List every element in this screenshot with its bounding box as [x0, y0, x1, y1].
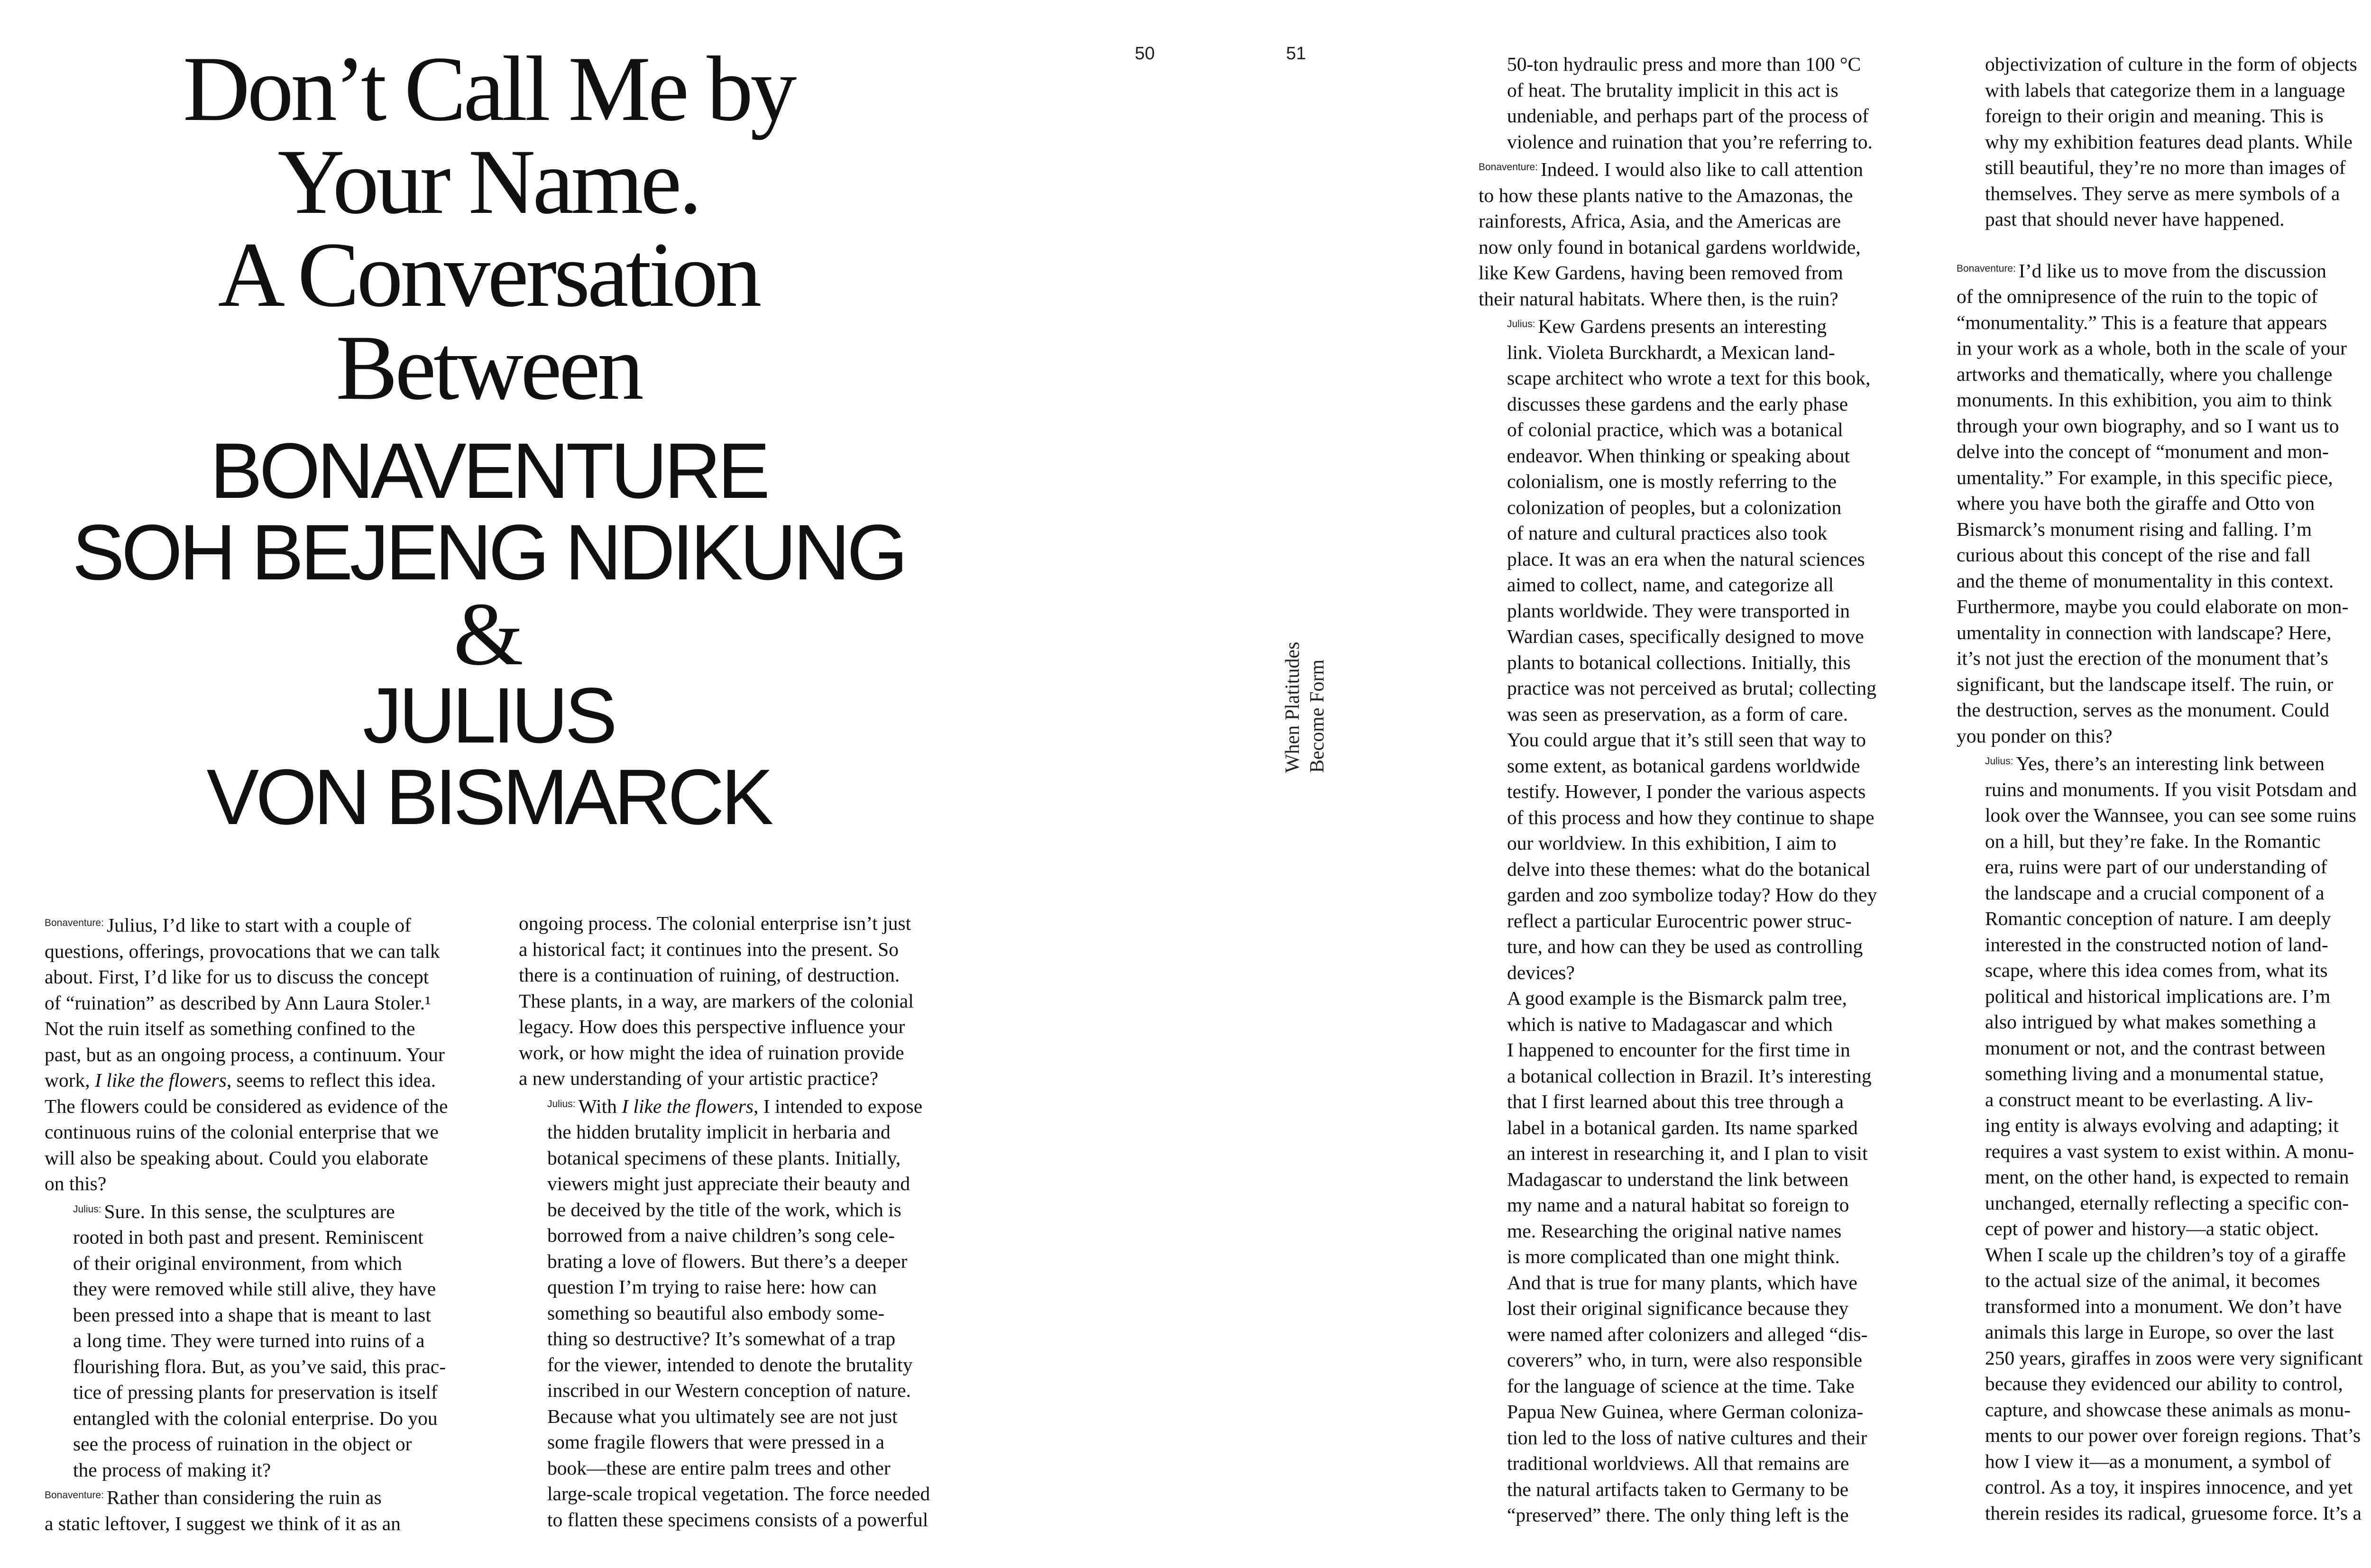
text-line: work, or how might the idea of ruination provide	[519, 1041, 904, 1064]
text-line: The flowers could be considered as evidence of the	[45, 1095, 448, 1117]
text-line: that I first learned about this tree through a	[1507, 1091, 1844, 1112]
text-line: practice was not perceived as brutal; collecting	[1507, 677, 1876, 699]
text-line: thing so destructive? It’s somewhat of a trap	[547, 1328, 896, 1349]
text-line: colonialism, one is mostly referring to the	[1507, 470, 1837, 492]
text-line: endeavor. When thinking or speaking about	[1507, 444, 1850, 467]
text-line: will also be speaking about. Could you elaborate	[45, 1146, 429, 1169]
text-line: $^{Bonaventure:}$ I’d like us to move from the discussion	[1957, 259, 2326, 282]
text-line: like Kew Gardens, having been removed from	[1479, 262, 1843, 284]
text-line: now only found in botanical gardens worldwide,	[1479, 236, 1861, 258]
text-line: is more complicated than one might think.	[1507, 1246, 1840, 1267]
text-line: of the omnipresence of the ruin to the topic of	[1957, 285, 2318, 307]
text-column-3	[1479, 51, 1915, 1528]
text-line: with labels that categorize them in a language	[1985, 79, 2345, 101]
text-line: reflect a particular Eurocentric power struc-	[1507, 909, 1852, 932]
text-line: a new understanding of your artistic practice?	[519, 1067, 879, 1089]
text-line: an interest in researching it, and I plan to visit	[1507, 1142, 1868, 1164]
text-line: some extent, as botanical gardens worldwide	[1507, 754, 1860, 777]
text-line: me. Researching the original native names	[1507, 1220, 1842, 1242]
article-title	[0, 37, 977, 841]
text-line: on a hill, but they’re fake. In the Romantic	[1985, 830, 2321, 852]
author-name-line: SOH BEJENG NDIKUNG	[72, 509, 905, 596]
text-line: why my exhibition features dead plants. While	[1985, 130, 2353, 153]
speaker-label: Julius:	[1507, 319, 1535, 330]
text-line: a static leftover, I suggest we think of it as an	[45, 1512, 401, 1534]
text-line: objectivization of culture in the form of objects	[1985, 53, 2357, 75]
speaker-label: Bonaventure:	[1957, 263, 2016, 274]
text-line: traditional worldviews. All that remains are	[1507, 1452, 1849, 1474]
text-line: work, I like the flowers, seems to reflect this idea.	[45, 1069, 436, 1091]
text-line: some fragile flowers that were pressed in a	[547, 1431, 884, 1453]
text-line: of colonial practice, which was a botanical	[1507, 419, 1843, 440]
text-line: ture, and how can they be used as controlling	[1507, 935, 1863, 957]
running-title-line: When Platitudes	[1282, 642, 1304, 773]
text-line: how I view it—as a monument, a symbol of	[1985, 1450, 2331, 1472]
text-line: legacy. How does this perspective influence your	[519, 1016, 905, 1037]
text-line: book—these are entire palm trees and other	[547, 1457, 891, 1479]
text-line: lost their original significance because they	[1507, 1297, 1849, 1319]
text-line: monuments. In this exhibition, you aim to think	[1957, 389, 2332, 411]
title-serif-block	[0, 37, 977, 419]
text-line: coverers” who, in turn, were also responsible	[1507, 1349, 1863, 1371]
text-line: Bismarck’s monument rising and falling. I’m	[1957, 518, 2312, 540]
text-line: colonization of peoples, but a colonization	[1507, 496, 1842, 518]
text-line: undeniable, and perhaps part of the process of	[1507, 105, 1869, 127]
speaker-label: Julius:	[1985, 756, 2013, 767]
text-line: entangled with the colonial enterprise. Do you	[73, 1407, 438, 1429]
text-line: of “ruination” as described by Ann Laura Stoler.¹	[45, 991, 431, 1014]
text-line: animals this large in Europe, so over the last	[1985, 1321, 2334, 1343]
text-line: umentality in connection with landscape? Here,	[1957, 621, 2332, 643]
text-line: see the process of ruination in the object or	[73, 1433, 412, 1455]
text-line: about. First, I’d like for us to discuss the concept	[45, 966, 429, 988]
text-line: place. It was an era when the natural sciences	[1507, 548, 1865, 570]
page-number-left: 50	[1135, 44, 1155, 64]
text-line: the landscape and a crucial component of a	[1985, 881, 2325, 904]
text-column-2	[519, 910, 974, 1532]
text-line: And that is true for many plants, which have	[1507, 1271, 1857, 1293]
text-line: it’s not just the erection of the monument that’s	[1957, 647, 2328, 669]
text-line: “monumentality.” This is a feature that appears	[1957, 311, 2327, 333]
text-line: a construct meant to be everlasting. A liv-	[1985, 1088, 2313, 1110]
text-line: a botanical collection in Brazil. It’s interesting	[1507, 1064, 1872, 1087]
text-line: flourishing flora. But, as you’ve said, this prac-	[73, 1355, 446, 1377]
text-line: to the actual size of the animal, it becomes	[1985, 1269, 2320, 1291]
text-line: look over the Wannsee, you can see some ruins	[1985, 804, 2357, 826]
text-line: past, but as an ongoing process, a continuum. Your	[45, 1043, 445, 1065]
text-line: scape architect who wrote a text for this book,	[1507, 367, 1871, 389]
text-line: which is native to Madagascar and which	[1507, 1013, 1833, 1035]
text-line: to flatten these specimens consists of a powerful	[547, 1508, 928, 1531]
text-line: inscribed in our Western conception of nature.	[547, 1379, 911, 1401]
author-name-line: JULIUS	[363, 672, 614, 760]
text-line: on this?	[45, 1173, 107, 1194]
text-line: ment, on the other hand, is expected to remain	[1985, 1166, 2349, 1188]
text-line: “preserved” there. The only thing left is the	[1507, 1504, 1849, 1526]
text-line: requires a vast system to exist within. A monu-	[1985, 1140, 2354, 1162]
text-line: were named after colonizers and alleged “dis-	[1507, 1323, 1868, 1345]
text-line: era, ruins were part of our understanding of	[1985, 856, 2327, 878]
paragraph-gap	[1957, 232, 2371, 256]
text-line: was seen as preservation, as a form of care.	[1507, 703, 1848, 725]
text-line: rooted in both past and present. Reminiscent	[73, 1226, 423, 1248]
speaker-label: Bonaventure:	[1479, 162, 1538, 173]
text-line: plants to botanical collections. Initially, this	[1507, 651, 1851, 673]
text-line: Because what you ultimately see are not just	[547, 1405, 898, 1427]
text-line: themselves. They serve as mere symbols of a	[1985, 182, 2340, 204]
text-line: the natural artifacts taken to Germany to be	[1507, 1478, 1849, 1500]
text-line: of this process and how they continue to shape	[1507, 806, 1875, 828]
text-line: through your own biography, and so I want us to	[1957, 414, 2339, 437]
speaker-label: Julius:	[547, 1098, 576, 1110]
text-line: their natural habitats. Where then, is the ruin?	[1479, 287, 1838, 310]
text-line: to how these plants native to the Amazonas, the	[1479, 184, 1853, 206]
ampersand: &	[453, 585, 524, 684]
text-line: ing entity is always evolving and adapting; it	[1985, 1114, 2339, 1136]
text-line: A good example is the Bismarck palm tree,	[1507, 987, 1847, 1009]
text-line: 250 years, giraffes in zoos were very significant	[1985, 1347, 2363, 1369]
text-line: testify. However, I ponder the various aspects	[1507, 780, 1866, 802]
author-name-line: BONAVENTURE	[210, 427, 767, 515]
text-line: I happened to encounter for the first time in	[1507, 1039, 1850, 1061]
author-name-line: VON BISMARCK	[206, 753, 771, 841]
text-line: capture, and showcase these animals as monu-	[1985, 1398, 2351, 1421]
text-line: a long time. They were turned into ruins of a	[73, 1330, 425, 1351]
text-line: You could argue that it’s still seen that way to	[1507, 729, 1866, 751]
text-line: tice of pressing plants for preservation is itself	[73, 1381, 438, 1403]
text-line: transformed into a monument. We don’t have	[1985, 1295, 2342, 1317]
text-line: the process of making it?	[73, 1458, 271, 1481]
text-line: $^{Julius:}$ Yes, there’s an interesting link between	[1985, 752, 2325, 774]
text-line: delve into these themes: what do the botanical	[1507, 858, 1871, 880]
text-line: ongoing process. The colonial enterprise isn’t just	[519, 912, 911, 934]
text-line: control. As a toy, it inspires innocence, and yet	[1985, 1476, 2353, 1498]
text-line: and the theme of monumentality in this context.	[1957, 569, 2334, 592]
text-line: a historical fact; it continues into the present. So	[519, 938, 899, 960]
text-line: monument or not, and the contrast between	[1985, 1036, 2325, 1059]
authors-block	[0, 427, 977, 841]
text-line: umentality.” For example, in this specific piece,	[1957, 466, 2333, 488]
text-line: viewers might just appreciate their beauty and	[547, 1173, 910, 1194]
speaker-label: Bonaventure:	[45, 1490, 104, 1501]
text-line: 50-ton hydraulic press and more than 100 °C	[1507, 53, 1861, 75]
text-line: also intrigued by what makes something a	[1985, 1011, 2316, 1033]
italic-title: I like the flowers	[622, 1095, 754, 1117]
text-line: interested in the constructed notion of land-	[1985, 933, 2328, 955]
text-line: violence and ruination that you’re referring to.	[1507, 130, 1873, 153]
text-line: botanical specimens of these plants. Initially,	[547, 1146, 901, 1169]
text-line: be deceived by the title of the work, which is	[547, 1198, 901, 1220]
page-number-right: 51	[1286, 44, 1306, 64]
text-line: These plants, in a way, are markers of the colonial	[519, 990, 914, 1012]
text-line: for the viewer, intended to denote the brutality	[547, 1353, 913, 1375]
text-line: curious about this concept of the rise and fall	[1957, 544, 2311, 566]
text-line: devices?	[1507, 961, 1575, 983]
text-line: Wardian cases, specifically designed to move	[1507, 625, 1864, 647]
text-column-1	[45, 910, 490, 1536]
text-line: ments to our power over foreign regions. That’s	[1985, 1424, 2361, 1446]
text-line: $^{Julius:}$ Sure. In this sense, the sculptures are	[73, 1200, 395, 1222]
text-line: my name and a natural habitat so foreign to	[1507, 1194, 1849, 1216]
text-line: unchanged, eternally reflecting a specific con-	[1985, 1192, 2349, 1214]
text-line: you ponder on this?	[1957, 724, 2113, 747]
text-line: label in a botanical garden. Its name sparked	[1507, 1116, 1858, 1138]
text-line: question I’m trying to raise here: how can	[547, 1276, 877, 1298]
text-line: something living and a monumental statue,	[1985, 1063, 2324, 1084]
text-line: discusses these gardens and the early phase	[1507, 393, 1848, 415]
text-line: because they evidenced our ability to control,	[1985, 1373, 2343, 1394]
text-line: cept of power and history—a static object.	[1985, 1218, 2319, 1239]
text-line: for the language of science at the time. Take	[1507, 1375, 1855, 1397]
text-line: something so beautiful also embody some-	[547, 1302, 885, 1324]
text-line: artworks and thematically, where you challenge	[1957, 363, 2333, 385]
text-line: foreign to their origin and meaning. This is	[1985, 105, 2324, 127]
text-line: plants worldwide. They were transported in	[1507, 599, 1850, 622]
title-line: Your Name.	[277, 130, 699, 233]
text-line: of their original environment, from which	[73, 1252, 402, 1274]
text-line: rainforests, Africa, Asia, and the Americas are	[1479, 210, 1841, 232]
text-line: link. Violeta Burckhardt, a Mexican land-	[1507, 341, 1835, 363]
speaker-label: Bonaventure:	[45, 917, 104, 928]
text-line: tion led to the loss of native cultures and their	[1507, 1426, 1867, 1449]
text-line: Papua New Guinea, where German coloniza-	[1507, 1401, 1864, 1422]
text-line: the destruction, serves as the monument. Could	[1957, 699, 2330, 721]
text-line: $^{Bonaventure:}$ Julius, I’d like to start with a couple of	[45, 914, 411, 936]
text-line: delve into the concept of “monument and mon-	[1957, 440, 2329, 462]
text-line: $^{Julius:}$ With I like the flowers, I intended to expose	[547, 1095, 923, 1117]
text-line: in your work as a whole, both in the scale of your	[1957, 337, 2347, 359]
text-line: the hidden brutality implicit in herbaria and	[547, 1121, 891, 1143]
title-line: Between	[336, 316, 641, 419]
text-line: there is a continuation of ruining, of destruction.	[519, 964, 900, 986]
text-line: $^{Bonaventure:}$ Rather than considering the ruin as	[45, 1486, 382, 1508]
text-line: Romantic conception of nature. I am deeply	[1985, 908, 2331, 929]
text-line: Madagascar to understand the link between	[1507, 1168, 1849, 1190]
text-line: political and historical implications are. I’m	[1985, 985, 2331, 1007]
speaker-label: Julius:	[73, 1203, 101, 1215]
text-line: When I scale up the children’s toy of a giraffe	[1985, 1243, 2346, 1265]
text-line: Furthermore, maybe you could elaborate on mon-	[1957, 596, 2349, 617]
text-line: where you have both the giraffe and Otto von	[1957, 492, 2315, 514]
text-line: therein resides its radical, gruesome force. It’s a	[1985, 1502, 2362, 1524]
text-line: scape, where this idea comes from, what its	[1985, 959, 2328, 981]
italic-title: I like the flowers	[95, 1069, 227, 1091]
text-line: aimed to collect, name, and categorize all	[1507, 574, 1834, 596]
text-line: $^{Julius:}$ Kew Gardens presents an interesting	[1507, 315, 1827, 337]
text-line: borrowed from a naive children’s song cele-	[547, 1224, 895, 1246]
text-line: continuous ruins of the colonial enterprise that we	[45, 1121, 439, 1143]
text-line: they were removed while still alive, they have	[73, 1278, 436, 1300]
text-line: Not the ruin itself as something confined to the	[45, 1018, 415, 1039]
text-line: questions, offerings, provocations that we can talk	[45, 940, 440, 962]
text-line: brating a love of flowers. But there’s a deeper	[547, 1250, 908, 1272]
text-line: past that should never have happened.	[1985, 208, 2285, 230]
text-line: our worldview. In this exhibition, I aim to	[1507, 832, 1837, 854]
text-line: been pressed into a shape that is meant to last	[73, 1303, 431, 1326]
running-title-line: Become Form	[1306, 659, 1328, 773]
running-title	[1280, 635, 1328, 773]
text-line: garden and zoo symbolize today? How do they	[1507, 884, 1877, 906]
text-line: still beautiful, they’re no more than images of	[1985, 156, 2346, 178]
text-line: of heat. The brutality implicit in this act is	[1507, 79, 1838, 101]
text-line: of nature and cultural practices also took	[1507, 522, 1828, 544]
text-line: $^{Bonaventure:}$ Indeed. I would also like to call attention	[1479, 158, 1863, 180]
text-line: large-scale tropical vegetation. The force needed	[547, 1483, 930, 1504]
title-line: A Conversation	[218, 223, 759, 326]
text-column-4	[1957, 51, 2371, 1526]
title-line: Don’t Call Me by	[183, 37, 794, 140]
text-line: significant, but the landscape itself. The ruin, or	[1957, 673, 2334, 695]
text-line: ruins and monuments. If you visit Potsdam and	[1985, 778, 2357, 800]
